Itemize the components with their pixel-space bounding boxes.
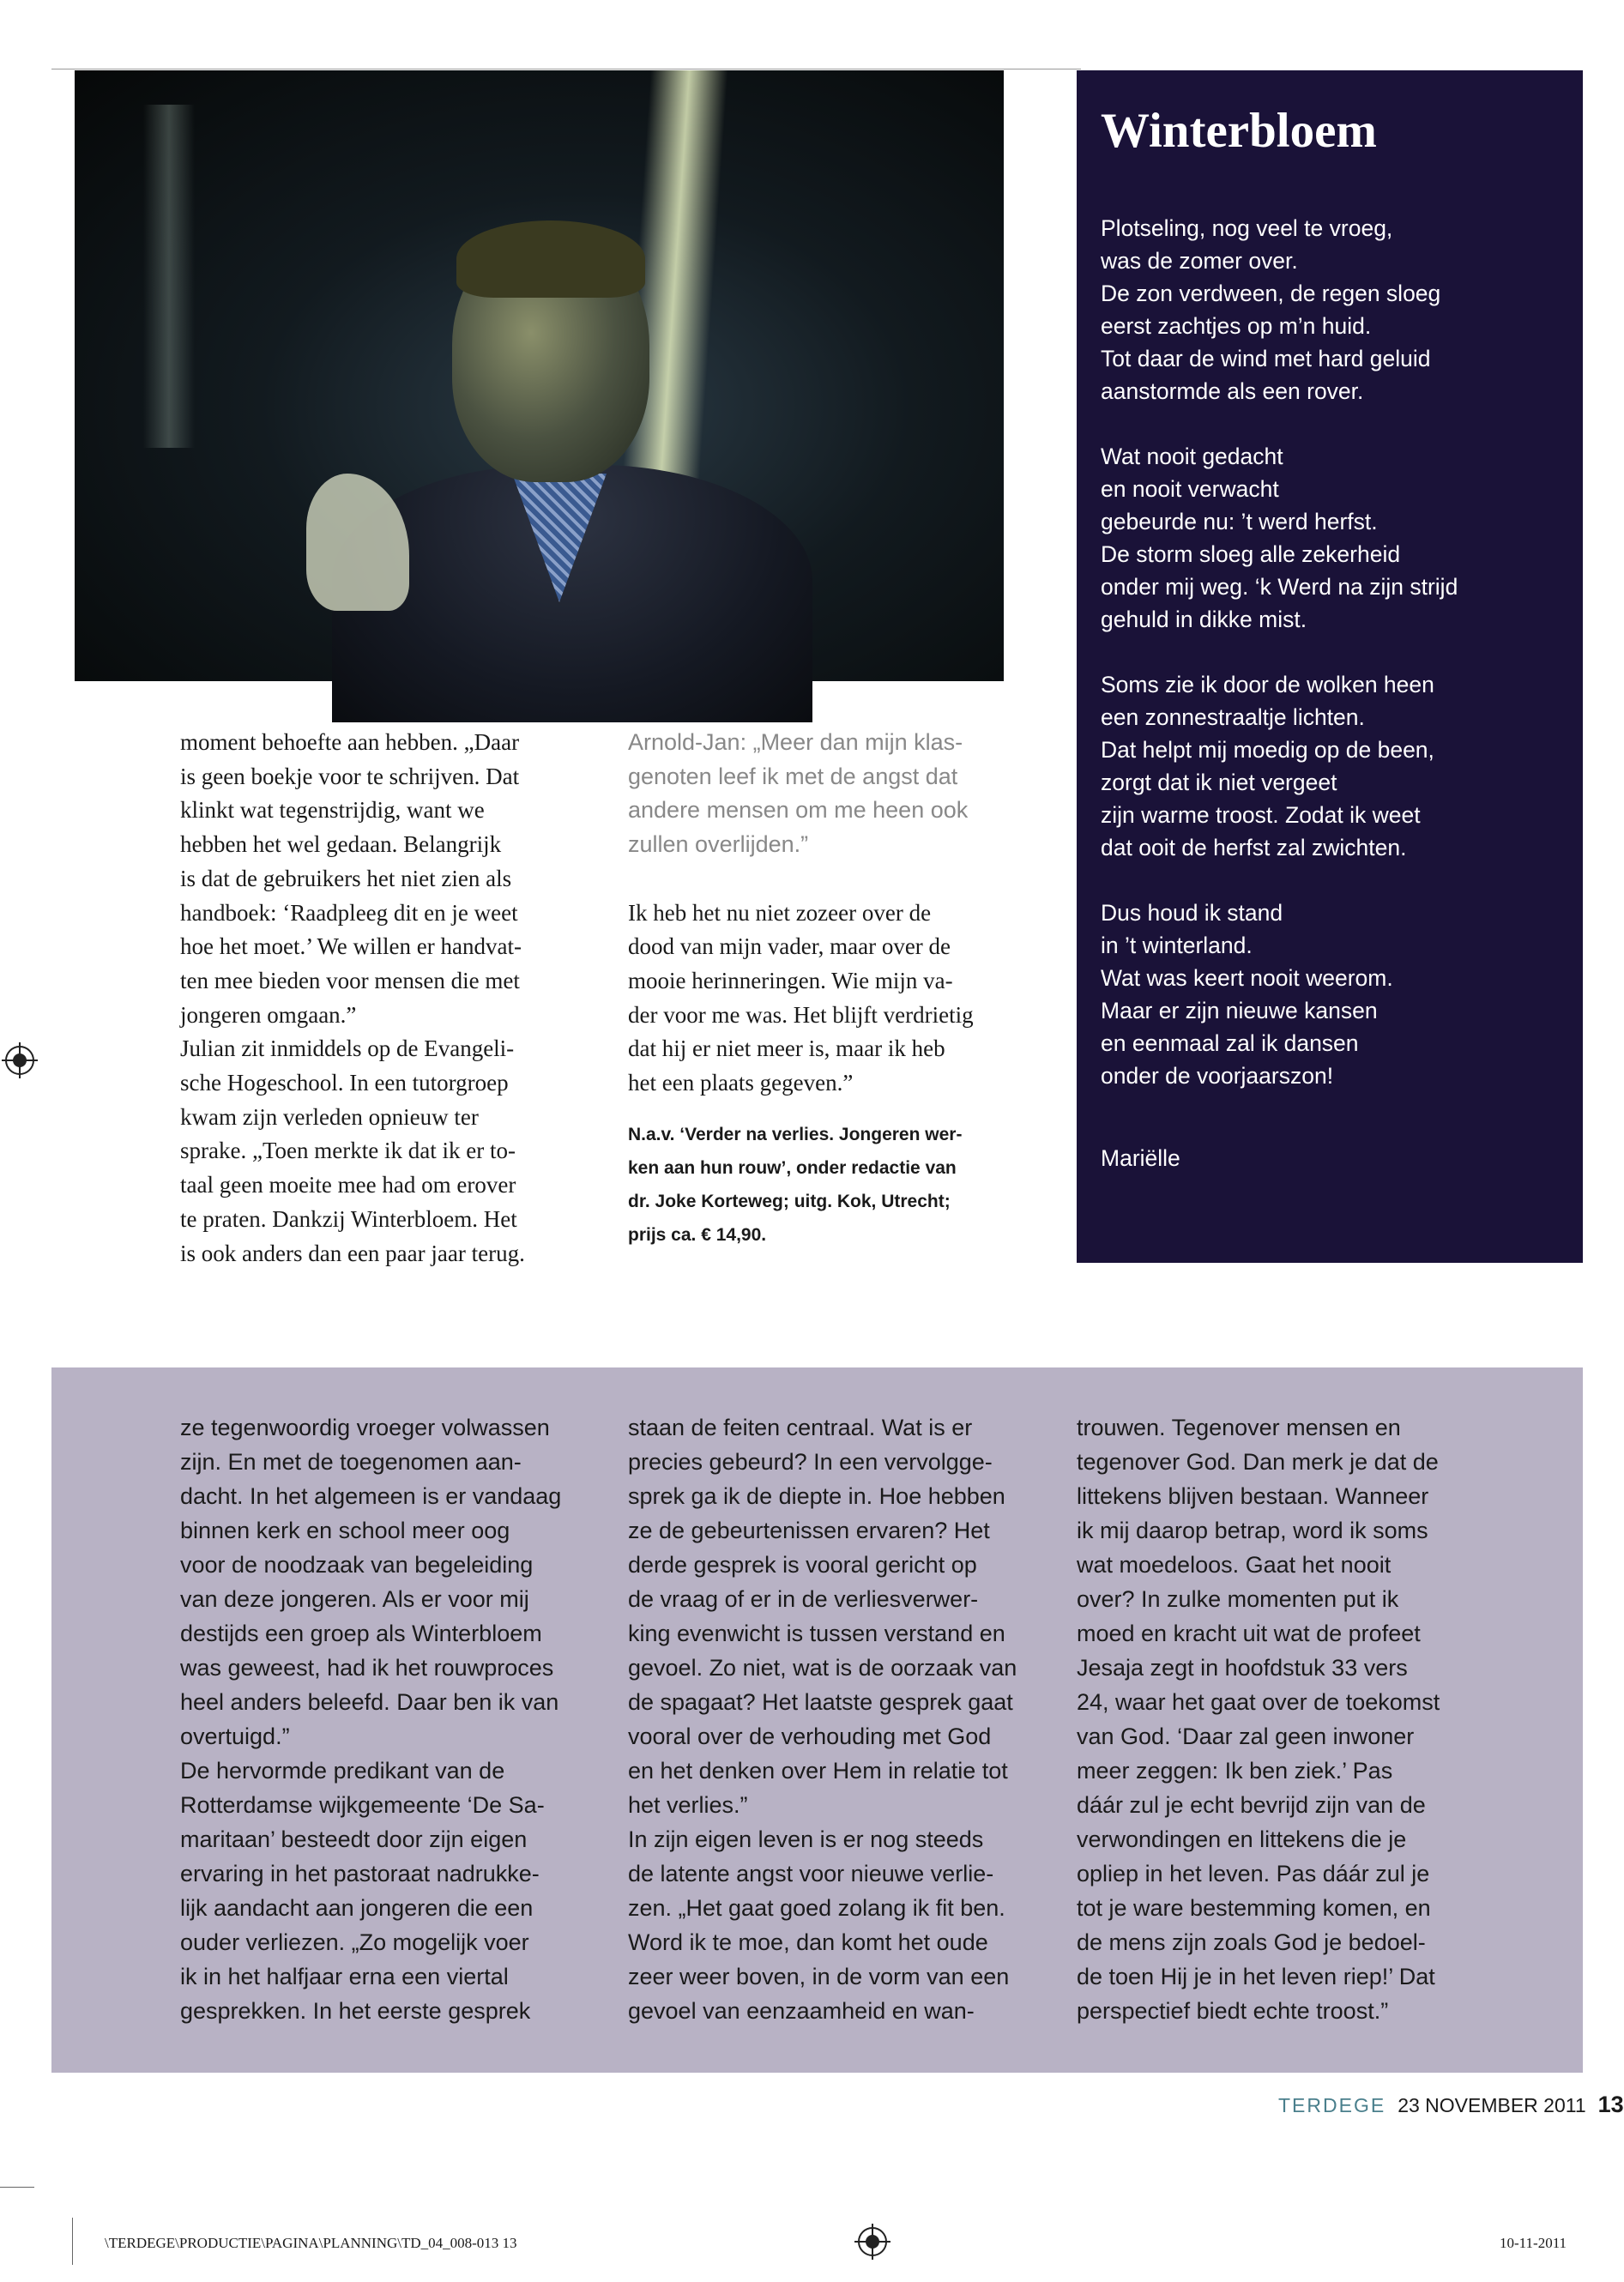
text-line: ten mee bieden voor mensen die met — [180, 967, 520, 993]
text-line: te praten. Dankzij Winterbloem. Het — [180, 1205, 517, 1232]
poem-line: Tot daar de wind met hard geluid — [1101, 346, 1431, 371]
crop-mark-vertical — [72, 2218, 73, 2265]
text-line: trouwen. Tegenover mensen en — [1077, 1415, 1401, 1440]
text-line: sche Hogeschool. In een tutorgroep — [180, 1070, 509, 1096]
text-line: dacht. In het algemeen is er vandaag — [180, 1483, 562, 1509]
registration-mark-icon — [858, 2227, 887, 2256]
text-line: littekens blijven bestaan. Wanneer — [1077, 1483, 1429, 1509]
text-line: In zijn eigen leven is er nog steeds — [628, 1826, 984, 1852]
text-line: sprek ga ik de diepte in. Hoe hebben — [628, 1483, 1005, 1509]
text-line: ze de gebeurtenissen ervaren? Het — [628, 1518, 990, 1543]
text-line: Rotterdamse wijkgemeente ‘De Sa- — [180, 1792, 545, 1818]
text-line: overtuigd.” — [180, 1724, 290, 1749]
quote-line: Arnold-Jan: „Meer dan mijn klas- — [628, 729, 963, 755]
poem-line: een zonnestraaltje lichten. — [1101, 704, 1365, 730]
text-line: moment behoefte aan hebben. „Daar — [180, 729, 520, 755]
poem-line: onder de voorjaarszon! — [1101, 1063, 1334, 1089]
text-line: over? In zulke momenten put ik — [1077, 1586, 1399, 1612]
credit-line: ken aan hun rouw’, onder redactie van — [628, 1157, 957, 1178]
poem-line: was de zomer over. — [1101, 248, 1298, 274]
text-line: mooie herinneringen. Wie mijn va- — [628, 967, 953, 993]
article-column-1 — [180, 726, 609, 1271]
text-line: lijk aandacht aan jongeren die een — [180, 1895, 534, 1921]
quote-line: genoten leef ik met de angst dat — [628, 763, 958, 789]
text-line: opliep in het leven. Pas dáár zul je — [1077, 1861, 1430, 1887]
text-line: 24, waar het gaat over de toekomst — [1077, 1689, 1440, 1715]
poem-line: Plotseling, nog veel te vroeg, — [1101, 215, 1393, 241]
text-line: Jesaja zegt in hoofdstuk 33 vers — [1077, 1655, 1408, 1681]
text-line: jongeren omgaan.” — [180, 1001, 357, 1028]
text-line: zen. „Het gaat goed zolang ik fit ben. — [628, 1895, 1005, 1921]
text-line: hoe het moet.’ We willen er handvat- — [180, 933, 522, 960]
text-line: tegenover God. Dan merk je dat de — [1077, 1449, 1439, 1475]
text-line: precies gebeurd? In een vervolgge- — [628, 1449, 993, 1475]
quote-line: andere mensen om me heen ook — [628, 797, 969, 824]
poem-line: Wat was keert nooit weerom. — [1101, 965, 1393, 991]
box-column-3 — [1077, 1410, 1506, 2028]
poem-line: en nooit verwacht — [1101, 476, 1279, 502]
text-line: taal geen moeite mee had om erover — [180, 1172, 516, 1198]
text-line: binnen kerk en school meer oog — [180, 1518, 510, 1543]
quote-line: zullen overlijden.” — [628, 831, 809, 858]
text-line: der voor me was. Het blijft verdrietig — [628, 1001, 974, 1028]
poem-line: Maar er zijn nieuwe kansen — [1101, 998, 1378, 1023]
text-line: de spagaat? Het laatste gesprek gaat — [628, 1689, 1013, 1715]
text-line: dáár zul je echt bevrijd zijn van de — [1077, 1792, 1426, 1818]
production-date: 10-11-2011 — [1500, 2235, 1567, 2251]
poem-line: De storm sloeg alle zekerheid — [1101, 541, 1401, 567]
photo-figure-hair — [456, 220, 645, 298]
text-line: kwam zijn verleden opnieuw ter — [180, 1103, 479, 1130]
text-line: maritaan’ besteedt door zijn eigen — [180, 1826, 528, 1852]
text-line: Word ik te moe, dan komt het oude — [628, 1929, 988, 1955]
text-line: Julian zit inmiddels op de Evangeli- — [180, 1035, 515, 1062]
poem-line: in ’t winterland. — [1101, 933, 1253, 958]
text-line: klinkt wat tegenstrijdig, want we — [180, 797, 485, 824]
credit-line: dr. Joke Korteweg; uitg. Kok, Utrecht; — [628, 1191, 951, 1211]
text-line: dat hij er niet meer is, maar ik heb — [628, 1035, 945, 1062]
article-column-2 — [628, 726, 1048, 1252]
poem-line: gebeurde nu: ’t werd herfst. — [1101, 509, 1378, 534]
poem-body — [1101, 212, 1581, 1174]
book-credit — [628, 1118, 1048, 1252]
text-line: van deze jongeren. Als er voor mij — [180, 1586, 529, 1612]
poem-line: en eenmaal zal ik dansen — [1101, 1030, 1359, 1056]
text-line: en het denken over Hem in relatie tot — [628, 1758, 1008, 1784]
text-line: ik mij daarop betrap, word ik soms — [1077, 1518, 1428, 1543]
text-line: verwondingen en littekens die je — [1077, 1826, 1407, 1852]
text-line: vooral over de verhouding met God — [628, 1724, 992, 1749]
text-line: king evenwicht is tussen verstand en — [628, 1621, 1005, 1646]
text-line: voor de noodzaak van begeleiding — [180, 1552, 534, 1578]
text-line: moed en kracht uit wat de profeet — [1077, 1621, 1421, 1646]
text-line: sprake. „Toen merkte ik dat ik er to- — [180, 1138, 516, 1164]
poem-line: zijn warme troost. Zodat ik weet — [1101, 802, 1421, 828]
box-column-2 — [628, 1410, 1040, 2028]
poem-line: Soms zie ik door de wolken heen — [1101, 672, 1434, 697]
poem-line: Dat helpt mij moedig op de been, — [1101, 737, 1434, 763]
text-line: de toen Hij je in het leven riep!’ Dat — [1077, 1964, 1435, 1989]
text-line: het een plaats gegeven.” — [628, 1070, 854, 1096]
text-line: handboek: ‘Raadpleeg dit en je weet — [180, 899, 518, 926]
text-line: is ook anders dan een paar jaar terug. — [180, 1240, 525, 1266]
portrait-photo — [75, 70, 1004, 681]
text-line: tot je ware bestemming komen, en — [1077, 1895, 1431, 1921]
text-line: ervaring in het pastoraat nadrukke- — [180, 1861, 540, 1887]
text-line: perspectief biedt echte troost.” — [1077, 1998, 1389, 2024]
poem-author: Mariëlle — [1101, 1145, 1180, 1171]
text-line: gevoel. Zo niet, wat is de oorzaak van — [628, 1655, 1017, 1681]
text-line: dood van mijn vader, maar over de — [628, 933, 951, 960]
text-line: ouder verliezen. „Zo mogelijk voer — [180, 1929, 529, 1955]
poem-line: aanstormde als een rover. — [1101, 378, 1364, 404]
text-line: gesprekken. In het eerste gesprek — [180, 1998, 531, 2024]
page-footer — [1278, 2092, 1624, 2118]
poem-line: gehuld in dikke mist. — [1101, 607, 1307, 632]
poem-line: zorgt dat ik niet vergeet — [1101, 770, 1337, 795]
page-number: 13 — [1597, 2092, 1624, 2117]
box-column-1 — [180, 1410, 592, 2028]
text-line: hebben het wel gedaan. Belangrijk — [180, 831, 502, 858]
crop-mark-rule — [0, 2187, 34, 2188]
text-line: Ik heb het nu niet zozeer over de — [628, 899, 932, 926]
text-line: meer zeggen: Ik ben ziek.’ Pas — [1077, 1758, 1393, 1784]
production-slug: \TERDEGE\PRODUCTIE\PAGINA\PLANNING\TD_04_008-013 13 — [105, 2235, 517, 2251]
photo-light-patch — [306, 474, 409, 611]
text-line: derde gesprek is vooral gericht op — [628, 1552, 977, 1578]
magazine-name: TERDEGE — [1278, 2094, 1386, 2116]
text-line: het verlies.” — [628, 1792, 748, 1818]
issue-date: 23 NOVEMBER 2011 — [1398, 2094, 1586, 2116]
poem-line: eerst zachtjes op m’n huid. — [1101, 313, 1372, 339]
text-line: van God. ‘Daar zal geen inwoner — [1077, 1724, 1415, 1749]
text-line: de mens zijn zoals God je bedoel- — [1077, 1929, 1426, 1955]
registration-mark-icon — [5, 1046, 34, 1075]
text-line: gevoel van eenzaamheid en wan- — [628, 1998, 975, 2024]
credit-line: prijs ca. € 14,90. — [628, 1224, 767, 1245]
text-line: de vraag of er in de verliesverwer- — [628, 1586, 979, 1612]
text-line: zeer weer boven, in de vorm van een — [628, 1964, 1010, 1989]
poem-line: Dus houd ik stand — [1101, 900, 1283, 926]
text-line: ik in het halfjaar erna een viertal — [180, 1964, 509, 1989]
text-line: is geen boekje voor te schrijven. Dat — [180, 763, 520, 789]
text-line: wat moedeloos. Gaat het nooit — [1077, 1552, 1392, 1578]
poem-line: De zon verdween, de regen sloeg — [1101, 281, 1441, 306]
poem-line: dat ooit de herfst zal zwichten. — [1101, 835, 1407, 860]
text-line: zijn. En met de toegenomen aan- — [180, 1449, 522, 1475]
poem-title: Winterbloem — [1101, 104, 1377, 158]
text-line: is dat de gebruikers het niet zien als — [180, 865, 512, 891]
pull-quote — [628, 726, 1048, 862]
credit-line: N.a.v. ‘Verder na verlies. Jongeren wer- — [628, 1124, 963, 1144]
text-line: heel anders beleefd. Daar ben ik van — [180, 1689, 559, 1715]
text-line: was geweest, had ik het rouwproces — [180, 1655, 554, 1681]
text-line: staan de feiten centraal. Wat is er — [628, 1415, 973, 1440]
text-line: destijds een groep als Winterbloem — [180, 1621, 542, 1646]
text-line: ze tegenwoordig vroeger volwassen — [180, 1415, 550, 1440]
text-line: De hervormde predikant van de — [180, 1758, 505, 1784]
text-line: de latente angst voor nieuwe verlie- — [628, 1861, 994, 1887]
poem-line: Wat nooit gedacht — [1101, 444, 1283, 469]
photo-light-streak-left — [143, 105, 195, 448]
poem-line: onder mij weg. ‘k Werd na zijn strijd — [1101, 574, 1458, 600]
